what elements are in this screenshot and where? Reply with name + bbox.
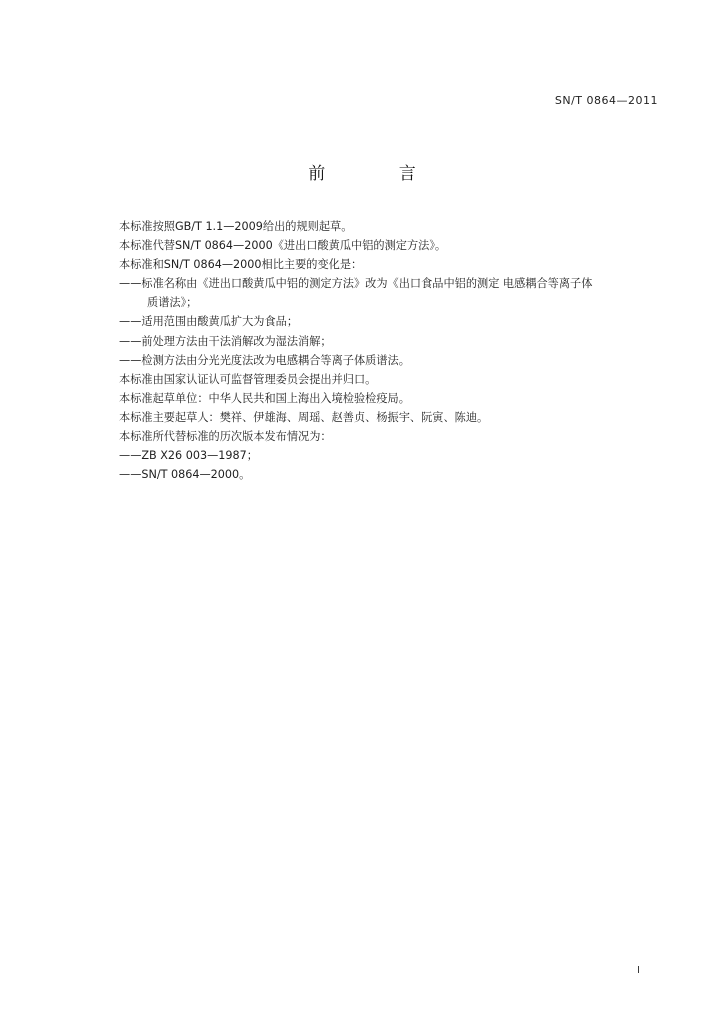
text-line: 本标准和SN/T 0864—2000相比主要的变化是： (119, 258, 363, 272)
text-line: ——标准名称由《进出口酸黄瓜中铝的测定方法》改为《出口食品中铝的测定 电感耦合等离子体 (119, 277, 593, 291)
text-line: ——SN/T 0864—2000。 (119, 468, 251, 482)
text-line: 质谱法》； (147, 296, 198, 310)
text-line: ——检测方法由分光光度法改为电感耦合等离子体质谱法。 (119, 353, 410, 367)
foreword-body (119, 217, 664, 484)
text-line: 本标准所代替标准的历次版本发布情况为： (119, 430, 332, 444)
text-line: 本标准由国家认证认可监督管理委员会提出并归口。 (119, 372, 377, 386)
text-line: ——适用范围由酸黄瓜扩大为食品； (119, 315, 299, 329)
text-line: 本标准起草单位：中华人民共和国上海出入境检验检疫局。 (119, 391, 410, 405)
text-line: ——ZB X26 003—1987； (119, 449, 258, 463)
text-line: 本标准按照GB/T 1.1—2009给出的规则起草。 (119, 220, 353, 233)
page-title: 前 言 (308, 164, 450, 184)
text-line: ——前处理方法由干法消解改为湿法消解； (119, 334, 332, 348)
text-line: 本标准代替SN/T 0864—2000《进出口酸黄瓜中铝的测定方法》。 (119, 239, 447, 253)
text-line: 本标准主要起草人：樊祥、伊雄海、周瑶、赵善贞、杨振宇、阮寅、陈迪。 (119, 410, 489, 424)
standard-code: SN/T 0864—2011 (554, 94, 658, 107)
page-number: I (637, 965, 640, 976)
